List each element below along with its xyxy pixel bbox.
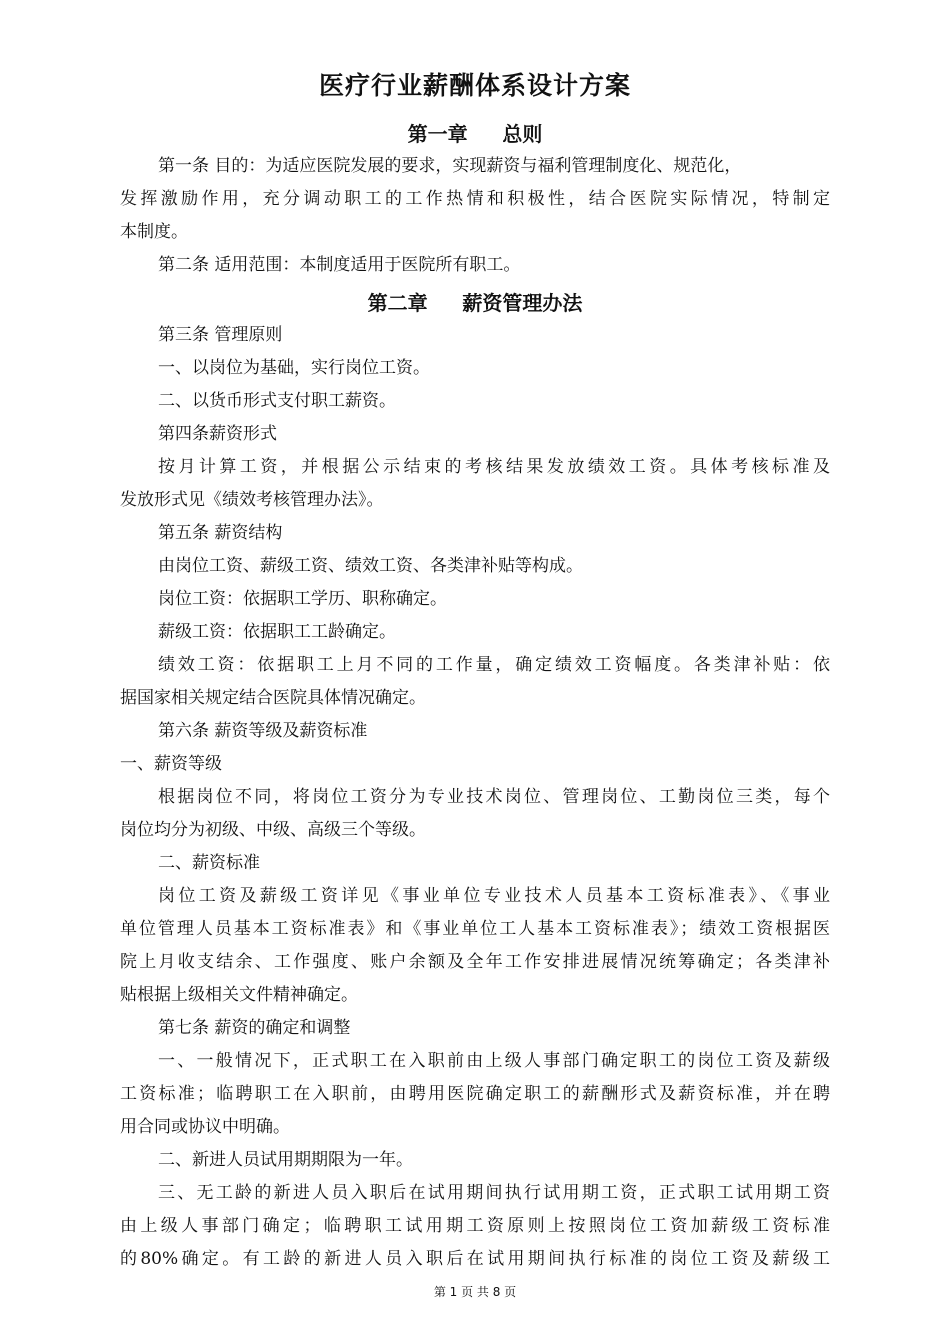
paragraph-line: 薪级工资：依据职工工龄确定。 bbox=[158, 622, 396, 642]
paragraph-line: 按月计算工资，并根据公示结束的考核结果发放绩效工资。具体考核标准及 bbox=[158, 457, 830, 477]
paragraph-line: 发放形式见《绩效考核管理办法》。 bbox=[120, 490, 384, 510]
paragraph-line: 第四条薪资形式 bbox=[158, 424, 277, 444]
paragraph-line: 单位管理人员基本工资标准表》和《事业单位工人基本工资标准表》；绩效工资根据医 bbox=[120, 919, 830, 939]
paragraph-line: 一、一般情况下，正式职工在入职前由上级人事部门确定职工的岗位工资及薪级 bbox=[158, 1051, 830, 1071]
chapter-heading-1: 第一章 总则 bbox=[407, 122, 543, 146]
paragraph-line: 一、薪资等级 bbox=[120, 754, 222, 774]
paragraph-line: 岗位工资及薪级工资详见《事业单位专业技术人员基本工资标准表》、《事业 bbox=[158, 886, 830, 906]
paragraph-line: 由岗位工资、薪级工资、绩效工资、各类津补贴等构成。 bbox=[158, 556, 583, 576]
paragraph-line: 本制度。 bbox=[120, 222, 188, 242]
paragraph-line: 第六条 薪资等级及薪资标准 bbox=[158, 721, 368, 741]
paragraph-line: 工资标准；临聘职工在入职前，由聘用医院确定职工的薪酬形式及薪资标准，并在聘 bbox=[120, 1084, 830, 1104]
paragraph-line: 第五条 薪资结构 bbox=[158, 523, 283, 543]
paragraph-line: 发挥激励作用，充分调动职工的工作热情和积极性，结合医院实际情况，特制定 bbox=[120, 189, 830, 209]
paragraph-line: 用合同或协议中明确。 bbox=[120, 1117, 290, 1137]
paragraph-line: 二、以货币形式支付职工薪资。 bbox=[158, 391, 396, 411]
paragraph-line: 二、薪资标准 bbox=[158, 853, 260, 873]
paragraph-line: 贴根据上级相关文件精神确定。 bbox=[120, 985, 358, 1005]
paragraph-line: 三、无工龄的新进人员入职后在试用期间执行试用期工资，正式职工试用期工资 bbox=[158, 1183, 830, 1203]
paragraph-line: 第一条 目的：为适应医院发展的要求，实现薪资与福利管理制度化、规范化， bbox=[158, 156, 742, 176]
paragraph-line: 岗位工资：依据职工学历、职称确定。 bbox=[158, 589, 447, 609]
page-number-footer: 第 1 页 共 8 页 bbox=[433, 1285, 517, 1299]
paragraph-line: 第三条 管理原则 bbox=[158, 325, 283, 345]
paragraph-line: 第二条 适用范围：本制度适用于医院所有职工。 bbox=[158, 255, 521, 275]
paragraph-line: 据国家相关规定结合医院具体情况确定。 bbox=[120, 688, 426, 708]
paragraph-line: 院上月收支结余、工作强度、账户余额及全年工作安排进展情况统筹确定；各类津补 bbox=[120, 952, 830, 972]
chapter-heading-2: 第二章 薪资管理办法 bbox=[367, 291, 583, 315]
paragraph-line: 绩效工资：依据职工上月不同的工作量，确定绩效工资幅度。各类津补贴：依 bbox=[158, 655, 830, 675]
paragraph-line: 岗位均分为初级、中级、高级三个等级。 bbox=[120, 820, 426, 840]
paragraph-line: 第七条 薪资的确定和调整 bbox=[158, 1018, 351, 1038]
paragraph-line: 由上级人事部门确定；临聘职工试用期工资原则上按照岗位工资加薪级工资标准 bbox=[120, 1216, 830, 1236]
paragraph-line: 一、以岗位为基础，实行岗位工资。 bbox=[158, 358, 430, 378]
document-title: 医疗行业薪酬体系设计方案 bbox=[318, 71, 631, 100]
paragraph-line: 根据岗位不同，将岗位工资分为专业技术岗位、管理岗位、工勤岗位三类，每个 bbox=[158, 787, 830, 807]
paragraph-line: 二、新进人员试用期期限为一年。 bbox=[158, 1150, 413, 1170]
paragraph-line: 的80%确定。有工龄的新进人员入职后在试用期间执行标准的岗位工资及薪级工 bbox=[120, 1249, 830, 1269]
